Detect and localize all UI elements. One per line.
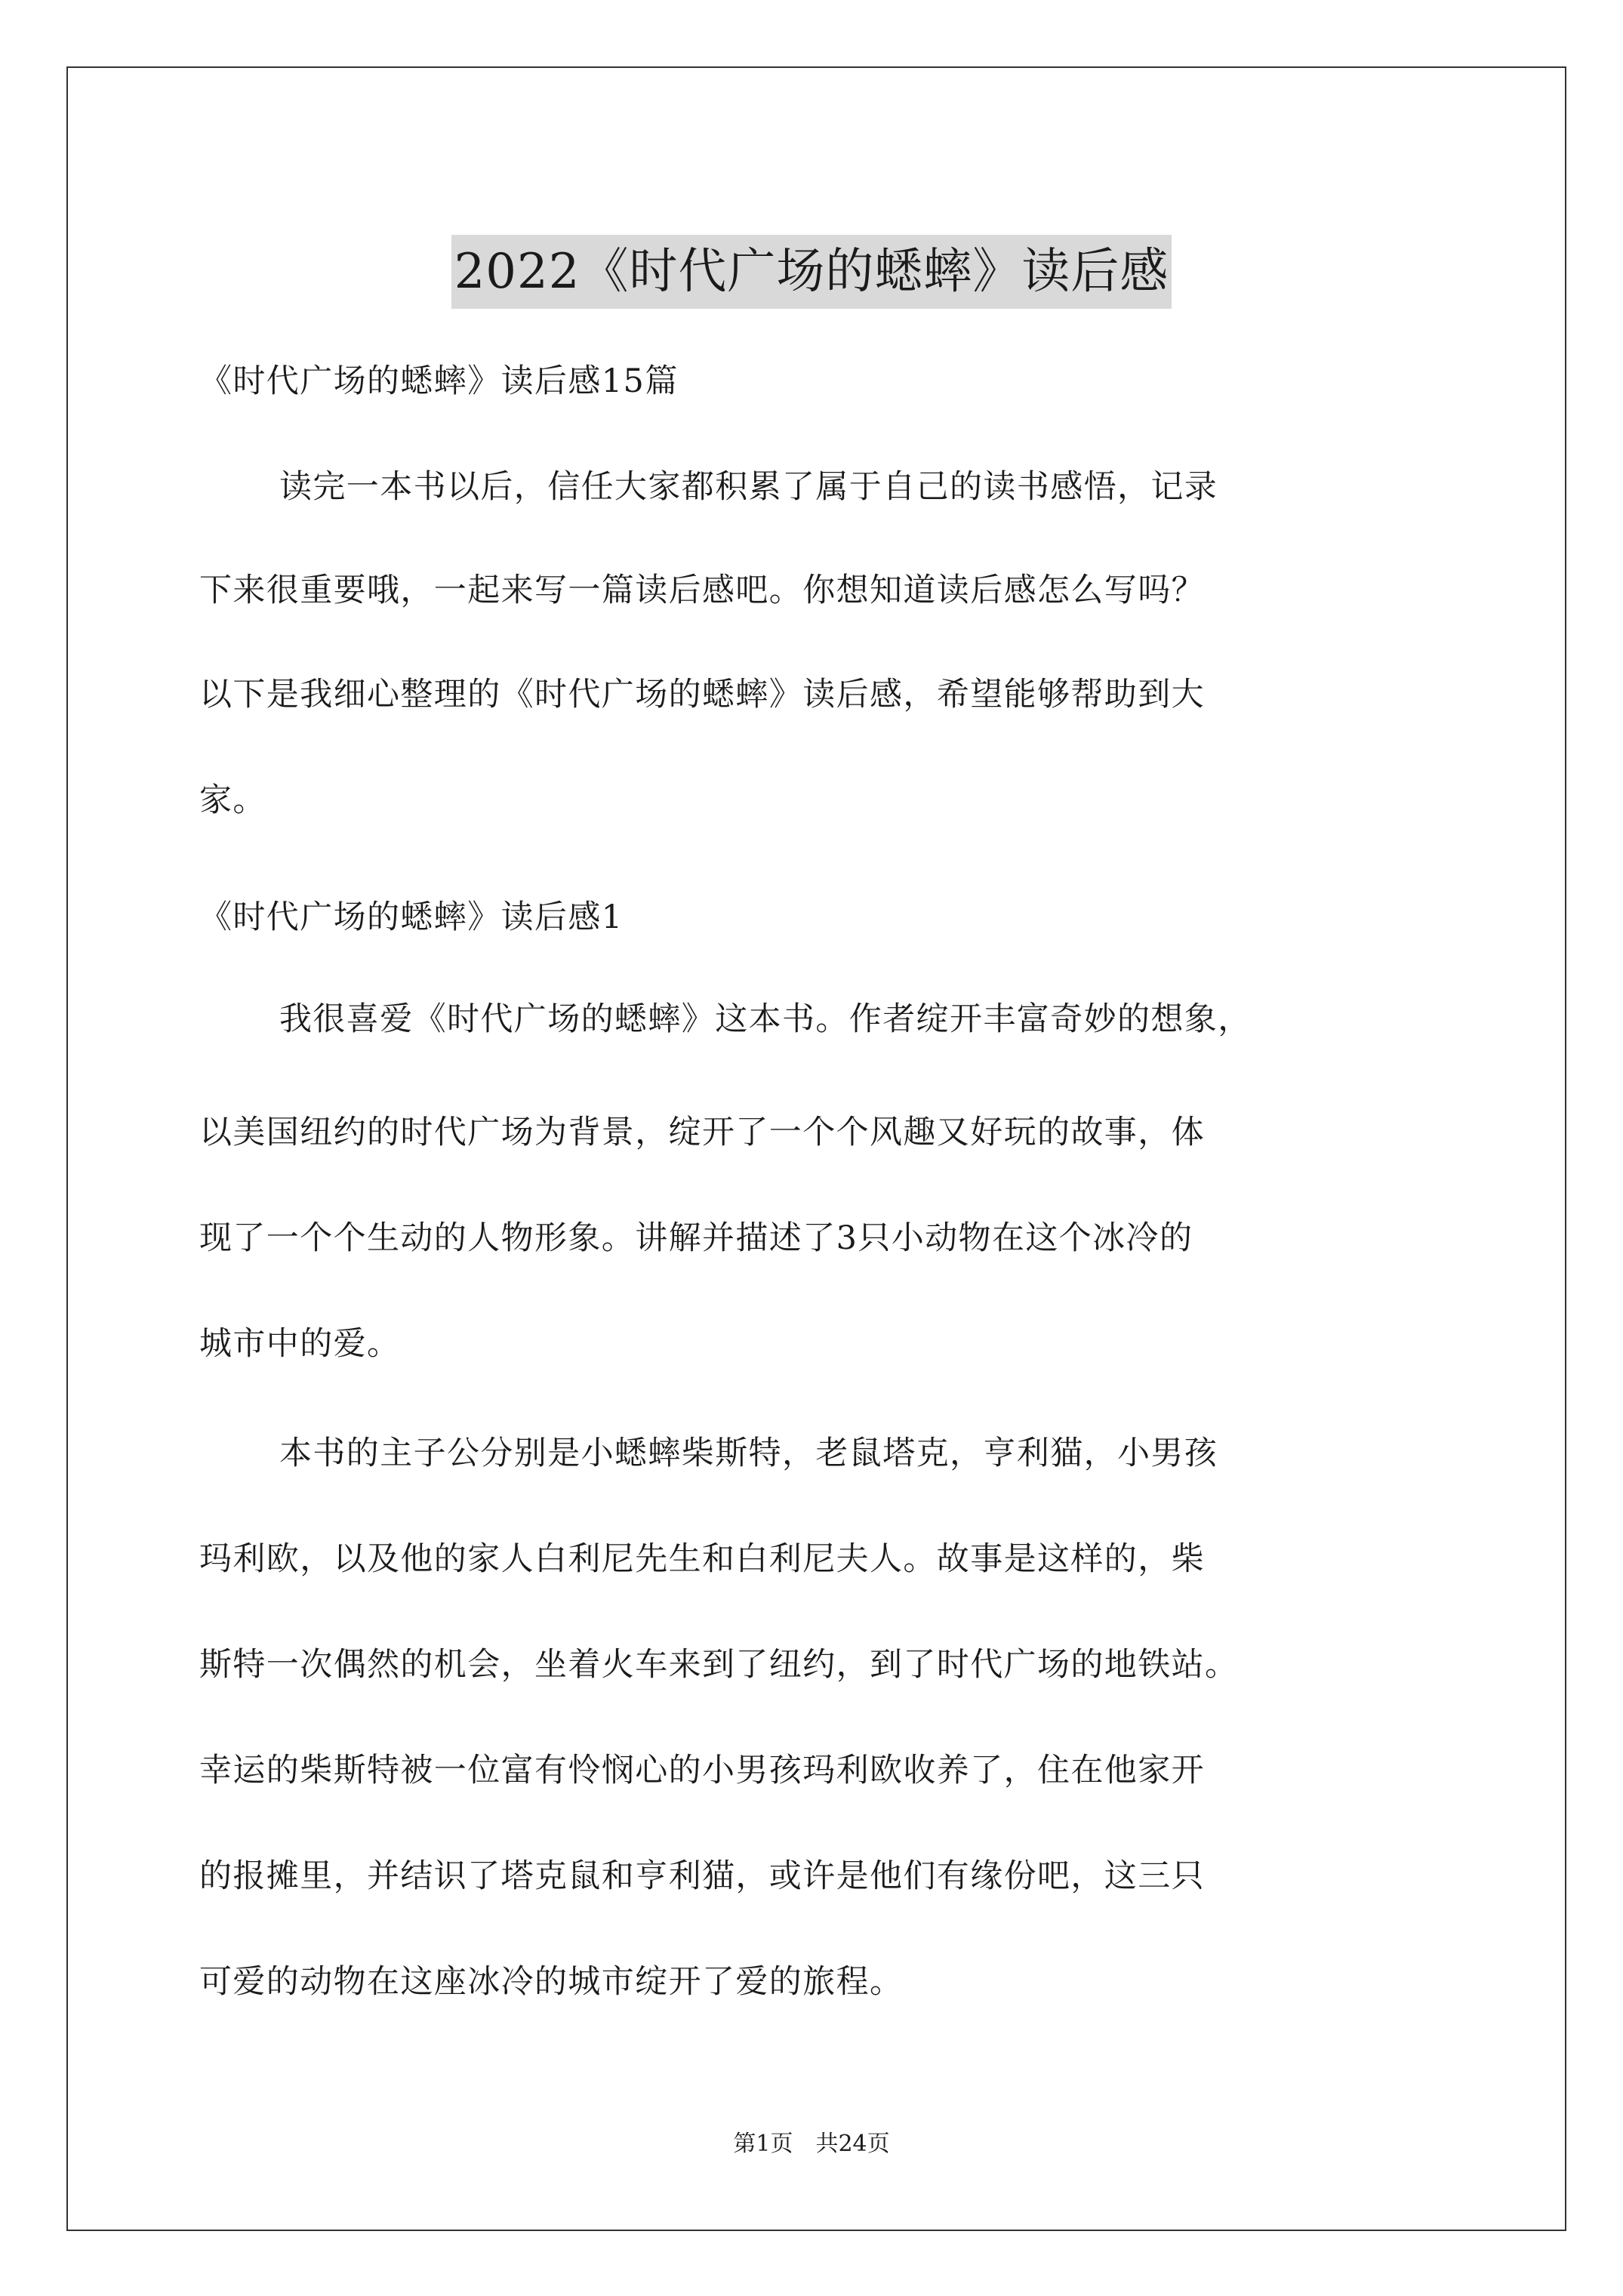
paragraph-line: 我很喜爱《时代广场的蟋蟀》这本书。作者绽开丰富奇妙的想象， (279, 1000, 1252, 1038)
subtitle-line: 《时代广场的蟋蟀》读后感15篇 (199, 362, 679, 400)
document-title: 2022《时代广场的蟋蟀》读后感 (451, 235, 1172, 309)
paragraph-line: 幸运的柴斯特被一位富有怜悯心的小男孩玛利欧收养了，住在他家开 (199, 1752, 1205, 1789)
paragraph-line: 玛利欧，以及他的家人白利尼先生和白利尼夫人。故事是这样的，柴 (199, 1540, 1205, 1578)
page-number: 第1页 共24页 (733, 2131, 890, 2157)
section-heading: 《时代广场的蟋蟀》读后感1 (199, 898, 624, 936)
paragraph-line: 斯特一次偶然的机会，坐着火车来到了纽约，到了时代广场的地铁站。 (199, 1646, 1239, 1684)
paragraph-line: 以下是我细心整理的《时代广场的蟋蟀》读后感，希望能够帮助到大 (199, 676, 1205, 713)
title-container (0, 202, 1623, 341)
paragraph-line: 的报摊里，并结识了塔克鼠和亨利猫，或许是他们有缘份吧，这三只 (199, 1857, 1205, 1895)
paragraph-line: 下来很重要哦，一起来写一篇读后感吧。你想知道读后感怎么写吗？ (199, 572, 1205, 609)
paragraph-line: 读完一本书以后，信任大家都积累了属于自己的读书感悟，记录 (279, 468, 1218, 506)
paragraph-line: 可爱的动物在这座冰冷的城市绽开了爱的旅程。 (199, 1963, 904, 2001)
paragraph-line: 现了一个个生动的人物形象。讲解并描述了3只小动物在这个冰冷的 (199, 1219, 1193, 1257)
paragraph-line: 以美国纽约的时代广场为背景，绽开了一个个风趣又好玩的故事，体 (199, 1114, 1205, 1151)
paragraph-line: 家。 (199, 781, 266, 819)
paragraph-line: 城市中的爱。 (199, 1325, 401, 1363)
paragraph-line: 本书的主子公分别是小蟋蟀柴斯特，老鼠塔克，亨利猫，小男孩 (279, 1435, 1218, 1472)
